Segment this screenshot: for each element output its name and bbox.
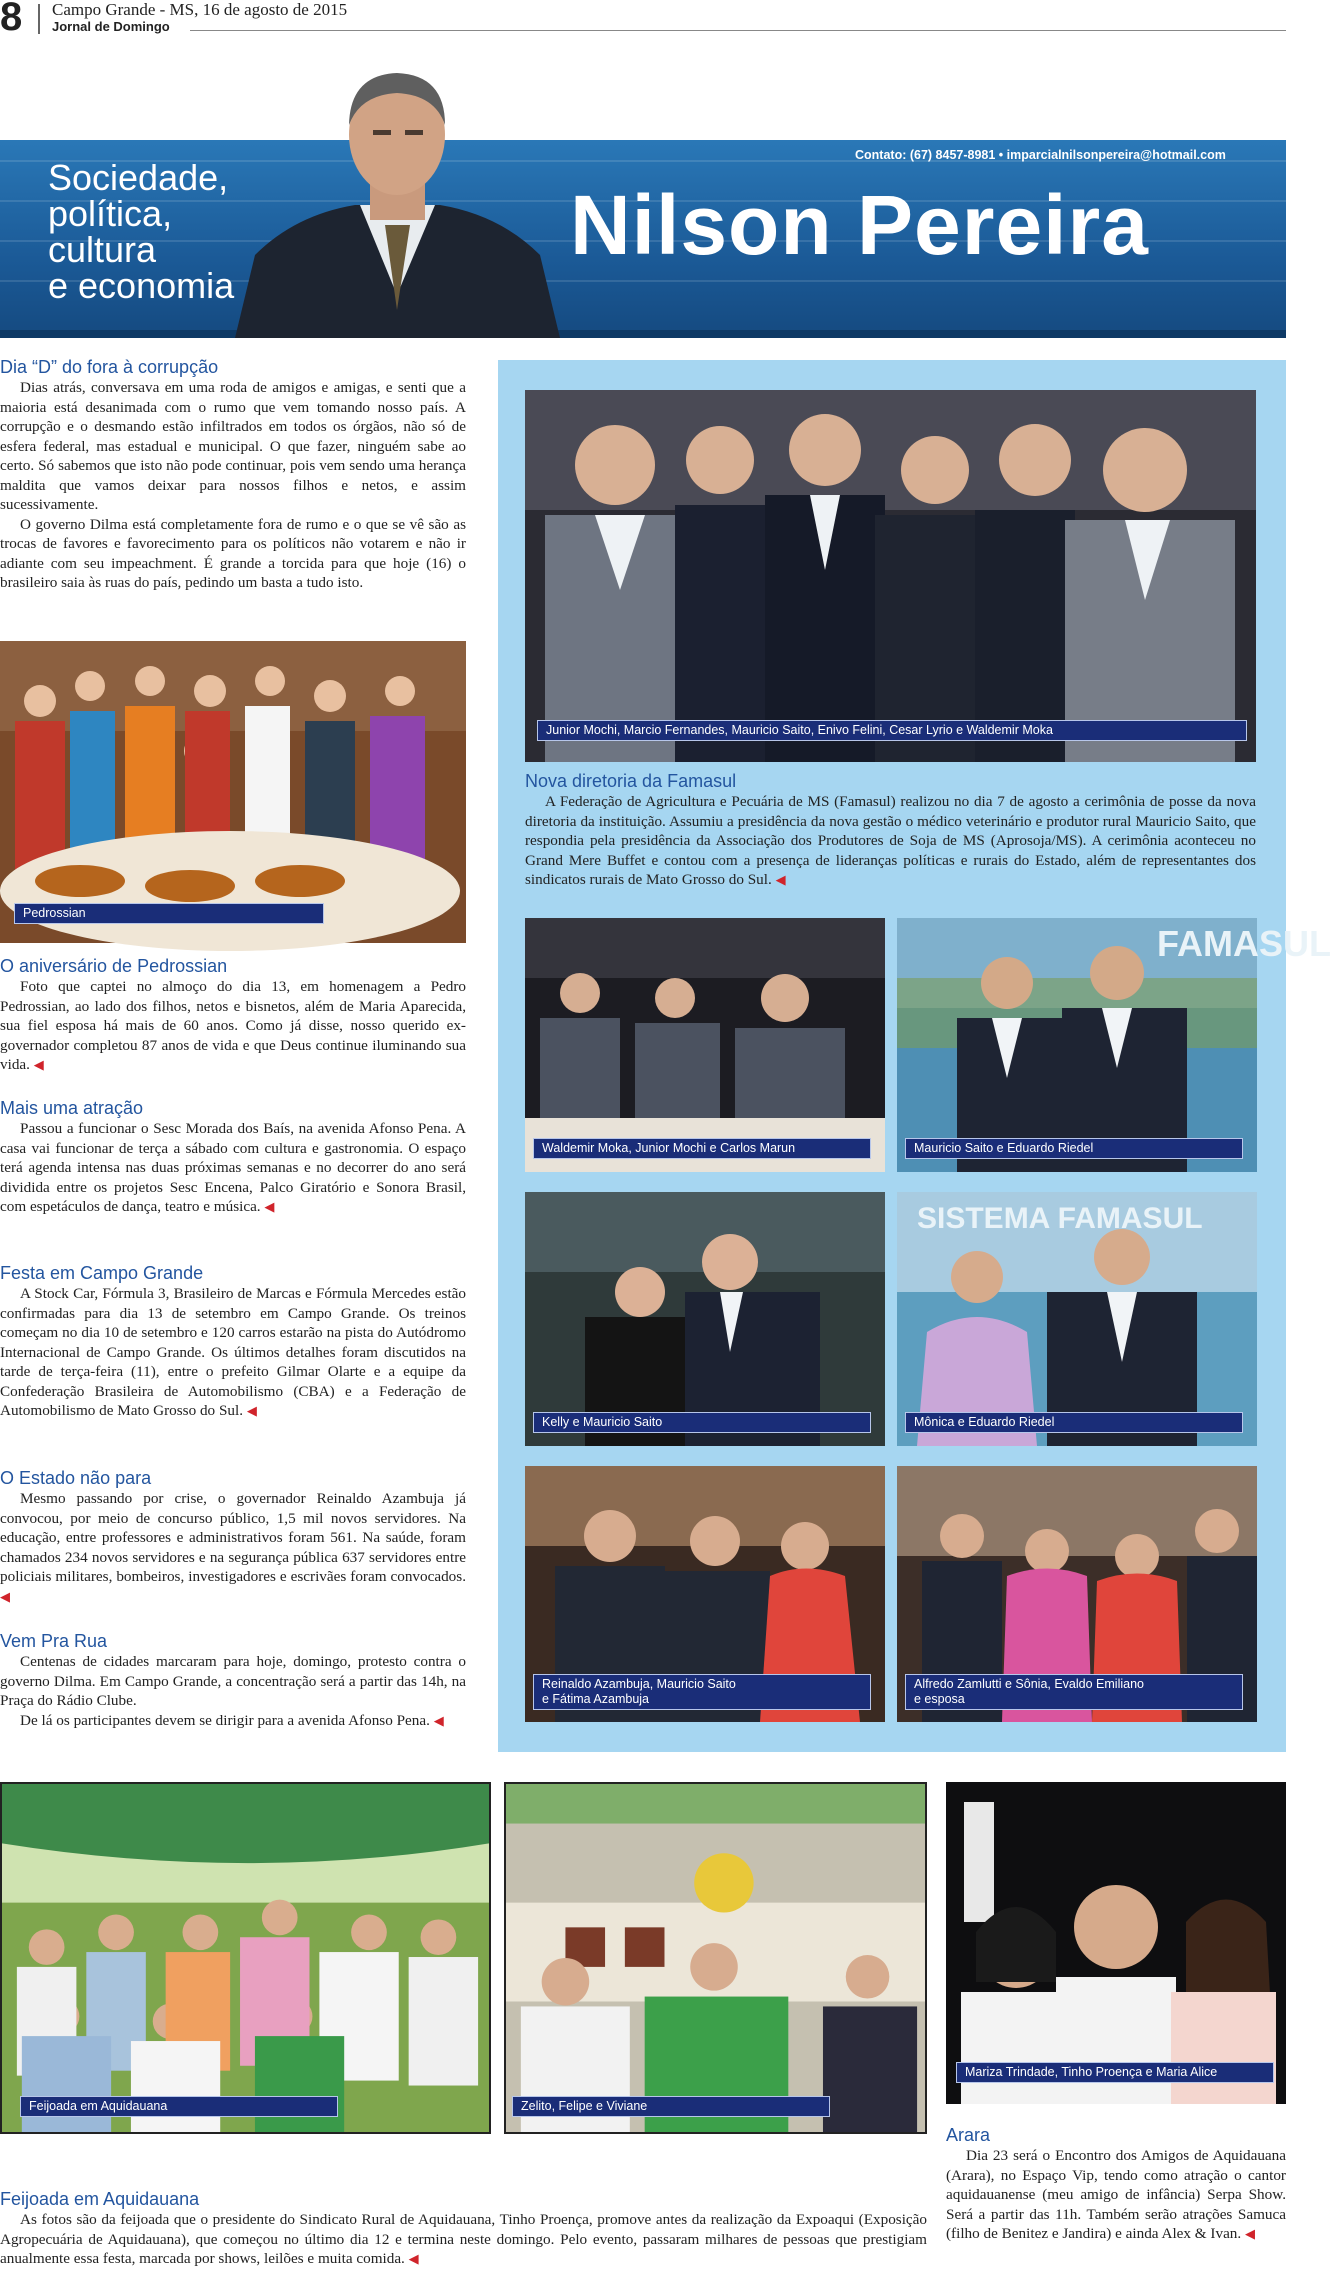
- article-arara: [946, 2124, 1286, 2245]
- article-feijoada-aquidauana: [0, 2188, 927, 2270]
- end-mark-icon: ◀: [0, 1589, 10, 1605]
- banner-tagline: [48, 157, 235, 306]
- article-title: Feijoada em Aquidauana: [0, 2189, 200, 2209]
- photo-zamlutti: [897, 1466, 1257, 1722]
- article-mais-uma-atracao: [0, 1097, 466, 1218]
- article-title: Arara: [946, 2125, 991, 2145]
- date-line: Campo Grande - MS, 16 de agosto de 2015: [52, 0, 348, 19]
- end-mark-icon: ◀: [433, 1713, 444, 1729]
- photo-caption-multiline: [905, 1674, 1243, 1710]
- photo-caption-line: Alfredo Zamlutti e Sônia, Evaldo Emiliano: [914, 1677, 1144, 1691]
- photo-azambuja: [525, 1466, 885, 1722]
- photo-caption-line: e esposa: [914, 1692, 965, 1706]
- article-paragraph: Foto que captei no almoço do dia 13, em homenagem a Pedro Pedrossian, ao lado dos filhos, netos e bisnetos, além de Maria Aparecida, sua fiel esposa há mais de 60 anos. Como já disse, nosso querido ex-governador completou 87 anos de vida e que Deus continue iluminando sua vida.: [0, 978, 466, 1073]
- end-mark-icon: ◀: [408, 2252, 419, 2267]
- tagline-line: política,: [48, 193, 173, 234]
- photo-monica-riedel: [897, 1192, 1257, 1446]
- article-pedrossian: [0, 955, 466, 1076]
- end-mark-icon: ◀: [264, 1200, 275, 1215]
- article-paragraph: Passou a funcionar o Sesc Morada dos Baís, na avenida Afonso Pena. A casa vai funcionar de terça a sábado com cultura e gastronomia. O espaço terá agenda intensa nas duas próximas semanas e no decorrer do ano será dividida entre os projetos Sesc Encena, Palco Giratório e Sonora Brasil, com espetáculos de dança, teatro e música.: [0, 1120, 466, 1215]
- article-famasul: [525, 770, 1256, 891]
- tagline-line: Sociedade,: [48, 157, 229, 198]
- end-mark-icon: ◀: [33, 1058, 44, 1073]
- photo-saito-riedel: [897, 918, 1331, 1172]
- contact-info: Contato: (67) 8457-8981 • imparcialnilsonpereira@hotmail.com: [855, 148, 1226, 162]
- photo-caption: Junior Mochi, Marcio Fernandes, Mauricio Saito, Enivo Felini, Cesar Lyrio e Waldemir Moka: [537, 720, 1247, 741]
- columnist-name: Nilson Pereira: [570, 178, 1149, 272]
- photo-caption: Mariza Trindade, Tinho Proença e Maria Alice: [956, 2062, 1274, 2083]
- photo-caption: Waldemir Moka, Junior Mochi e Carlos Marun: [533, 1138, 871, 1159]
- photo-moka-mochi-marun: [525, 918, 885, 1172]
- article-title: Dia “D” do fora à corrupção: [0, 357, 219, 377]
- article-title: Vem Pra Rua: [0, 1631, 108, 1651]
- photo-caption-multiline: [533, 1674, 871, 1710]
- article-vem-pra-rua: [0, 1630, 466, 1731]
- photo-caption: Pedrossian: [14, 903, 324, 924]
- article-paragraph: O governo Dilma está completamente fora de rumo e o que se vê são as trocas de favores e favorecimento para os políticos não votarem e não ir adiante com seu impeachment. É grande a torcida para que hoje (16) o brasileiro saia às ruas do país, pedindo um basta a tudo isto.: [0, 515, 466, 591]
- article-paragraph: De lá os participantes devem se dirigir para a avenida Afonso Pena.: [20, 1711, 430, 1729]
- photo-sign-text: SISTEMA FAMASUL: [917, 1202, 1203, 1235]
- publication-name: Jornal de Domingo: [52, 19, 170, 34]
- article-paragraph: A Federação de Agricultura e Pecuária de MS (Famasul) realizou no dia 7 de agosto a cerimônia de posse da nova diretoria da instituição. Assumiu a presidência da nova gestão o médico veterinário e produtor rural Mauricio Saito, que respondia pela presidência da Associação dos Produtores de Soja de MS (Aprosoja/MS). A cerimônia aconteceu no Grand Mere Buffet e contou com a presença de lideranças políticas e rurais do Estado, além de representantes dos sindicatos rurais de Mato Grosso do Sul.: [525, 793, 1256, 888]
- article-title: Festa em Campo Grande: [0, 1263, 204, 1283]
- photo-caption-line: e Fátima Azambuja: [542, 1692, 649, 1706]
- columnist-portrait: [235, 55, 560, 338]
- header-rule: [190, 30, 1286, 31]
- photo-famasul-directors: [525, 390, 1256, 762]
- photo-caption: Kelly e Mauricio Saito: [533, 1412, 871, 1433]
- photo-caption: Feijoada em Aquidauana: [20, 2096, 338, 2117]
- article-paragraph: As fotos são da feijoada que o presidente do Sindicato Rural de Aquidauana, Tinho Proença, promove antes da realização da Expoaqui (Exposição Agropecuária de Aquidauana), que começou no último dia 12 e termina neste domingo. Pelo evento, passaram milhares de pessoas que prestigiam anualmente essa festa, marcada por shows, leilões e muita comida.: [0, 2211, 927, 2267]
- photo-mariza-tinho-maria: [946, 1782, 1286, 2104]
- tagline-line: cultura: [48, 229, 157, 270]
- photo-zelito-felipe-viviane: [504, 1782, 927, 2134]
- banner-bottom-bar: [0, 330, 1286, 338]
- photo-sign-text: FAMASUL: [1157, 923, 1331, 964]
- article-festa-campo-grande: [0, 1262, 466, 1422]
- photo-caption: Mônica e Eduardo Riedel: [905, 1412, 1243, 1433]
- header-divider: [38, 4, 40, 34]
- article-title: O aniversário de Pedrossian: [0, 956, 228, 976]
- article-paragraph: Mesmo passando por crise, o governador Reinaldo Azambuja já convocou, por meio de concurso público, 1,5 mil novos servidores. Na educação, entre professores e administrativos foram 561. Na saúde, foram chamados 234 novos servidores e na segurança pública 637 servidores entre policiais militares, bombeiros, investigadores e escrivães foram convocados.: [0, 1490, 466, 1585]
- article-estado-nao-para: [0, 1467, 466, 1607]
- article-dia-d: [0, 356, 466, 593]
- article-paragraph: Centenas de cidades marcaram para hoje, domingo, protesto contra o governo Dilma. Em Campo Grande, a concentração será a partir das 14h, na Praça do Rádio Clube.: [0, 1653, 466, 1709]
- end-mark-icon: ◀: [775, 873, 786, 888]
- end-mark-icon: ◀: [246, 1404, 257, 1419]
- photo-caption-line: Reinaldo Azambuja, Mauricio Saito: [542, 1677, 736, 1691]
- photo-caption: Mauricio Saito e Eduardo Riedel: [905, 1138, 1243, 1159]
- photo-caption: Zelito, Felipe e Viviane: [512, 2096, 830, 2117]
- article-title: Mais uma atração: [0, 1098, 144, 1118]
- photo-pedrossian: [0, 641, 466, 943]
- article-title: Nova diretoria da Famasul: [525, 771, 737, 791]
- article-title: O Estado não para: [0, 1468, 152, 1488]
- photo-feijoada: [0, 1782, 491, 2134]
- article-paragraph: Dias atrás, conversava em uma roda de amigos e amigas, e senti que a maioria está desanimada com o rumo que vem tomando nosso país. A corrupção e o desmando estão infiltrados em todos os órgãos, não só de esfera federal, mas estadual e municipal. O que fazer, ninguém sabe ao certo. Só sabemos que isto não pode continuar, pois vem sendo uma herança maldita que vamos deixar para nossos filhos e netos, e assim sucessivamente.: [0, 379, 466, 513]
- tagline-line: e economia: [48, 265, 235, 306]
- photo-kelly-saito: [525, 1192, 885, 1446]
- article-paragraph: Dia 23 será o Encontro dos Amigos de Aquidauana (Arara), no Espaço Vip, tendo como atração o cantor aquidauanense (meu amigo de infância) Serpa Show. Será a partir das 11h. Também serão atrações Samuca (filho de Benitez e Jandira) e ainda Alex & Ivan.: [946, 2147, 1286, 2242]
- article-paragraph: A Stock Car, Fórmula 3, Brasileiro de Marcas e Fórmula Mercedes estão confirmadas para dia 13 de setembro em Campo Grande. Os treinos começam no dia 10 de setembro e 120 carros estarão na pista do Autódromo Internacional de Campo Grande. Os últimos detalhes foram discutidos na tarde de terça-feira (11), entre o prefeito Gilmar Olarte e a equipe da Confederação Brasileira de Automobilismo (CBA) e a Federação de Automobilismo de Mato Grosso do Sul.: [0, 1285, 466, 1419]
- end-mark-icon: ◀: [1245, 2227, 1255, 2242]
- page-number: 8: [0, 0, 23, 39]
